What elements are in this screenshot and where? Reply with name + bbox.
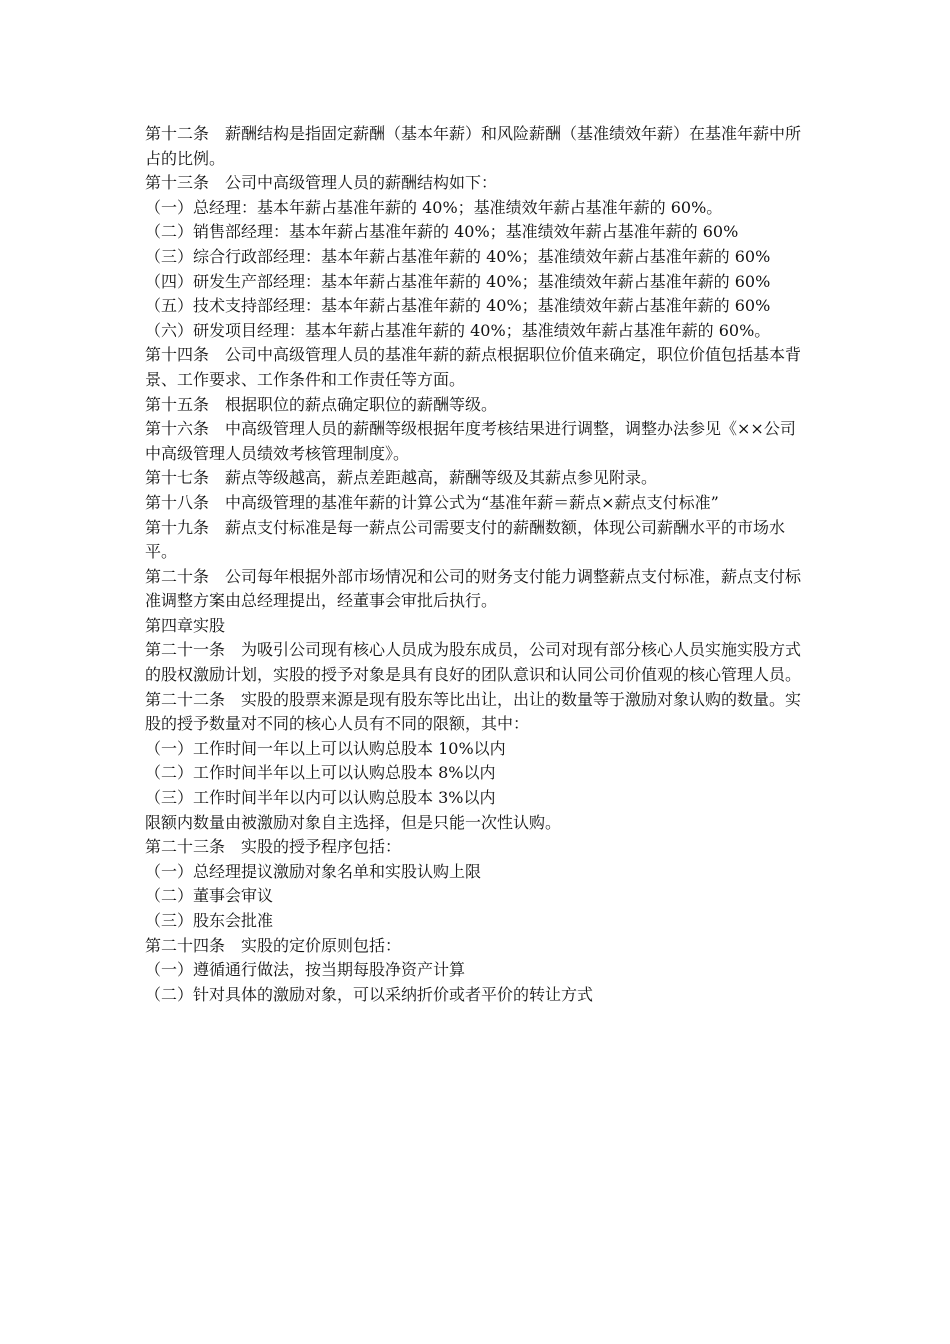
paragraph-article-14: 第十四条 公司中高级管理人员的基准年薪的薪点根据职位价值来确定，职位价值包括基本背景、工作要求、工作条件和工作责任等方面。 (145, 345, 802, 389)
list-item-board-review: （二）董事会审议 (145, 886, 274, 906)
paragraph-article-16: 第十六条 中高级管理人员的薪酬等级根据年度考核结果进行调整，调整办法参见《××公司中高级管理人员绩效考核管理制度》。 (145, 419, 796, 463)
list-item-discount-transfer: （二）针对具体的激励对象，可以采纳折价或者平价的转让方式 (145, 984, 594, 1004)
list-item-one-year: （一）工作时间一年以上可以认购总股本 10%以内 (145, 738, 506, 758)
list-item-general-manager: （一）总经理：基本年薪占基准年薪的 40%；基准绩效年薪占基准年薪的 60%。 (145, 197, 723, 217)
paragraph-article-12: 第十二条 薪酬结构是指固定薪酬（基本年薪）和风险薪酬（基准绩效年薪）在基准年薪中所占的比例。 (145, 124, 802, 168)
paragraph-article-23: 第二十三条 实股的授予程序包括： (145, 837, 402, 857)
list-item-rd-project-manager: （六）研发项目经理：基本年薪占基准年薪的 40%；基准绩效年薪占基准年薪的 60%。 (145, 320, 771, 340)
list-item-under-half-year: （三）工作时间半年以内可以认购总股本 3%以内 (145, 788, 496, 808)
list-item-shareholder-approval: （三）股东会批准 (145, 911, 274, 930)
list-item-half-year: （二）工作时间半年以上可以认购总股本 8%以内 (145, 763, 496, 783)
list-item-net-asset-pricing: （一）遵循通行做法，按当期每股净资产计算 (145, 960, 466, 980)
paragraph-quota-note: 限额内数量由被激励对象自主选择，但是只能一次性认购。 (145, 812, 562, 832)
list-item-admin-manager: （三）综合行政部经理：基本年薪占基准年薪的 40%；基准绩效年薪占基准年薪的 60% (145, 246, 771, 266)
paragraph-article-20: 第二十条 公司每年根据外部市场情况和公司的财务支付能力调整薪点支付标准，薪点支付标准调整方案由总经理提出，经董事会审批后执行。 (145, 566, 802, 611)
paragraph-article-13: 第十三条 公司中高级管理人员的薪酬结构如下： (145, 173, 498, 193)
paragraph-article-17: 第十七条 薪点等级越高，薪点差距越高，薪酬等级及其薪点参见附录。 (145, 468, 658, 488)
paragraph-article-22: 第二十二条 实股的股票来源是现有股东等比出让，出让的数量等于激励对象认购的数量。实股的授予数量对不同的核心人员有不同的限额，其中： (145, 689, 802, 734)
paragraph-article-21: 第二十一条 为吸引公司现有核心人员成为股东成员，公司对现有部分核心人员实施实股方式的股权激励计划，实股的授予对象是具有良好的团队意识和认同公司价值观的核心管理人员。 (145, 640, 802, 685)
paragraph-article-18: 第十八条 中高级管理的基准年薪的计算公式为“基准年薪＝薪点×薪点支付标准” (145, 492, 719, 512)
list-item-sales-manager: （二）销售部经理：基本年薪占基准年薪的 40%；基准绩效年薪占基准年薪的 60% (145, 222, 739, 242)
chapter-heading: 第四章实股 (145, 615, 226, 635)
list-item-rd-production-manager: （四）研发生产部经理：基本年薪占基准年薪的 40%；基准绩效年薪占基准年薪的 60% (145, 271, 771, 291)
list-item-nomination: （一）总经理提议激励对象名单和实股认购上限 (145, 861, 482, 881)
document-body (145, 122, 810, 1007)
list-item-tech-support-manager: （五）技术支持部经理：基本年薪占基准年薪的 40%；基准绩效年薪占基准年薪的 60% (145, 296, 771, 316)
paragraph-article-15: 第十五条 根据职位的薪点确定职位的薪酬等级。 (145, 394, 498, 414)
paragraph-article-19: 第十九条 薪点支付标准是每一薪点公司需要支付的薪酬数额，体现公司薪酬水平的市场水平。 (145, 517, 786, 562)
paragraph-article-24: 第二十四条 实股的定价原则包括： (145, 935, 402, 955)
